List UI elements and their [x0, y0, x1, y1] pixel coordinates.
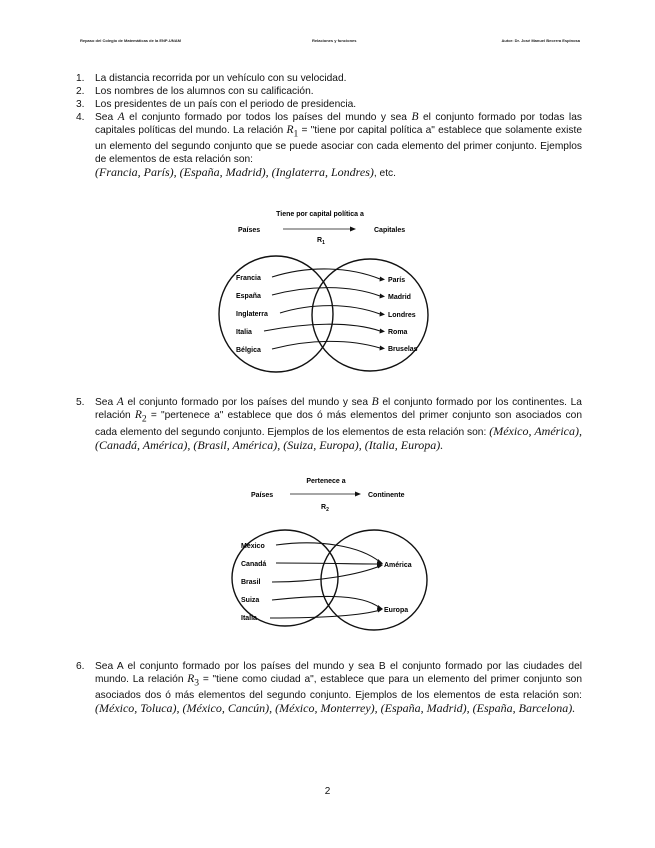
item-number: 2.	[76, 86, 85, 97]
item-number: 6.	[76, 661, 85, 672]
diagram-2-svg	[200, 474, 440, 644]
item-number: 5.	[76, 397, 85, 408]
relation-subscript: 3	[194, 677, 200, 689]
list-item-4	[76, 111, 582, 180]
domain-element: Bélgica	[236, 347, 261, 354]
item-text: Sea	[95, 112, 114, 123]
domain-element: España	[236, 293, 261, 300]
relation-subscript: 2	[326, 507, 329, 513]
header-center: Relaciones y funciones	[312, 38, 357, 43]
codomain-element: Bruselas	[388, 346, 418, 353]
relation-letter: R	[321, 504, 327, 511]
relation-pairs: (México, América), (Canadá, América), (Brasil, América), (Suiza, Europa), (Italia, Europa).	[95, 424, 582, 453]
relation-letter: R	[286, 124, 294, 136]
mapping-arrow	[276, 543, 380, 562]
item-text: el conjunto formado por los continentes. La relación	[95, 397, 582, 421]
item-text: Sea A el conjunto formado por los países del mundo y sea B el conjunto formado por las ciudades del mundo. La relación	[95, 661, 582, 685]
relation-symbol	[187, 673, 200, 689]
codomain-element: América	[384, 562, 412, 569]
arrow-head-icon	[380, 329, 386, 334]
codomain-element: París	[388, 277, 406, 284]
codomain-element: Roma	[388, 329, 408, 336]
page-header	[80, 38, 580, 48]
relation-letter: R	[317, 237, 323, 244]
mapping-arrow	[264, 324, 380, 331]
set-a-symbol: A	[117, 111, 125, 123]
examples-list	[76, 72, 582, 180]
item-text: , etc.	[373, 168, 396, 180]
relation-diagram-1	[200, 207, 440, 377]
domain-element: Suiza	[241, 597, 260, 604]
codomain-element: Londres	[388, 312, 416, 319]
domain-element: Brasil	[241, 579, 261, 586]
domain-label: Países	[251, 492, 274, 499]
relation-symbol	[134, 409, 147, 425]
arrow-head-icon	[380, 346, 386, 351]
header-right: Autor: Dr. José Manuel Becerra Espinosa	[501, 38, 580, 43]
list-item-6	[76, 660, 582, 716]
relation-name	[321, 504, 329, 513]
relation-name	[317, 237, 325, 246]
domain-element: México	[241, 543, 265, 550]
item-text: Los presidentes de un país con el periodo de presidencia.	[95, 99, 357, 110]
relation-letter: R	[134, 409, 142, 421]
list-item-3	[76, 98, 582, 111]
set-a-symbol: A	[116, 396, 124, 408]
diagram-title: Pertenece a	[306, 478, 346, 485]
item-number: 1.	[76, 73, 85, 84]
relation-symbol	[286, 124, 299, 140]
item-text: = "tiene como ciudad a", establece que para un elemento del primer conjunto son asociados dos ó más elementos del segundo conjunto. Ejemplos de los elementos de esta relación son:	[95, 674, 582, 702]
mapping-arrow	[280, 306, 380, 314]
item-text: La distancia recorrida por un vehículo con su velocidad.	[95, 73, 347, 84]
arrow-head-icon	[377, 608, 383, 613]
relation-pairs: (Francia, París), (España, Madrid), (Inglaterra, Londres)	[95, 165, 374, 180]
domain-element: Italia	[241, 615, 257, 622]
item-number: 3.	[76, 99, 85, 110]
relation-pairs: (México, Toluca), (México, Cancún), (México, Monterrey), (España, Madrid), (España, Barcelona).	[95, 701, 576, 716]
item-text: Sea	[95, 397, 114, 408]
item-text: el conjunto formado por todos los países del mundo y sea	[129, 112, 407, 123]
diagram-1-svg	[200, 207, 440, 377]
set-b-symbol: B	[371, 396, 379, 408]
relation-subscript: 1	[322, 240, 325, 246]
arrow-head-icon	[380, 294, 386, 299]
codomain-element: Madrid	[388, 294, 411, 301]
domain-label: Países	[238, 227, 261, 234]
mapping-arrow	[272, 566, 380, 582]
arrow-head-icon	[380, 312, 386, 317]
diagram-title: Tiene por capital política a	[276, 211, 364, 218]
examples-list-continued	[76, 396, 582, 453]
list-item-5	[76, 396, 582, 453]
mapping-arrow	[272, 288, 380, 296]
set-b-symbol: B	[411, 111, 419, 123]
list-item-1	[76, 72, 582, 85]
codomain-label: Capitales	[374, 227, 406, 234]
page-number: 2	[324, 786, 331, 797]
item-text: el conjunto formado por todas las capitales políticas del mundo. La relación	[95, 112, 582, 136]
item-number: 4.	[76, 112, 85, 123]
item-text: Los nombres de los alumnos con su calificación.	[95, 86, 314, 97]
item-text: = "pertenece a" establece que dos ó más elementos del primer conjunto son asociados con cada elemento del segundo conjunto. Ejemplos de los elementos de esta relación son:	[95, 410, 582, 439]
mapping-arrow	[276, 563, 380, 564]
item-text: el conjunto formado por los países del mundo y sea	[127, 397, 369, 408]
domain-element: Italia	[236, 329, 252, 336]
item-text: = "tiene por capital política a" establece que solamente existe un elemento del segundo conjunto que se puede asociar con cada elemento del primer conjunto. Ejemplos de elementos de esta relación son:	[95, 125, 582, 166]
relation-diagram-2	[200, 474, 440, 644]
mapping-arrow	[270, 610, 380, 618]
codomain-element: Europa	[384, 607, 409, 614]
examples-list-final	[76, 660, 582, 716]
arrow-head-icon	[350, 227, 356, 232]
arrow-head-icon	[377, 564, 383, 569]
relation-letter: R	[187, 673, 195, 685]
list-item-2	[76, 85, 582, 98]
codomain-label: Continente	[368, 492, 405, 499]
domain-element: Inglaterra	[236, 311, 268, 318]
relation-subscript: 1	[293, 128, 299, 140]
domain-element: Canadá	[241, 561, 267, 568]
relation-subscript: 2	[141, 413, 147, 425]
arrow-head-icon	[355, 492, 361, 497]
arrow-head-icon	[380, 277, 386, 282]
header-left: Repaso del Colegio de Matemáticas de la ENP-UNAM	[80, 38, 181, 43]
domain-element: Francia	[236, 275, 261, 282]
